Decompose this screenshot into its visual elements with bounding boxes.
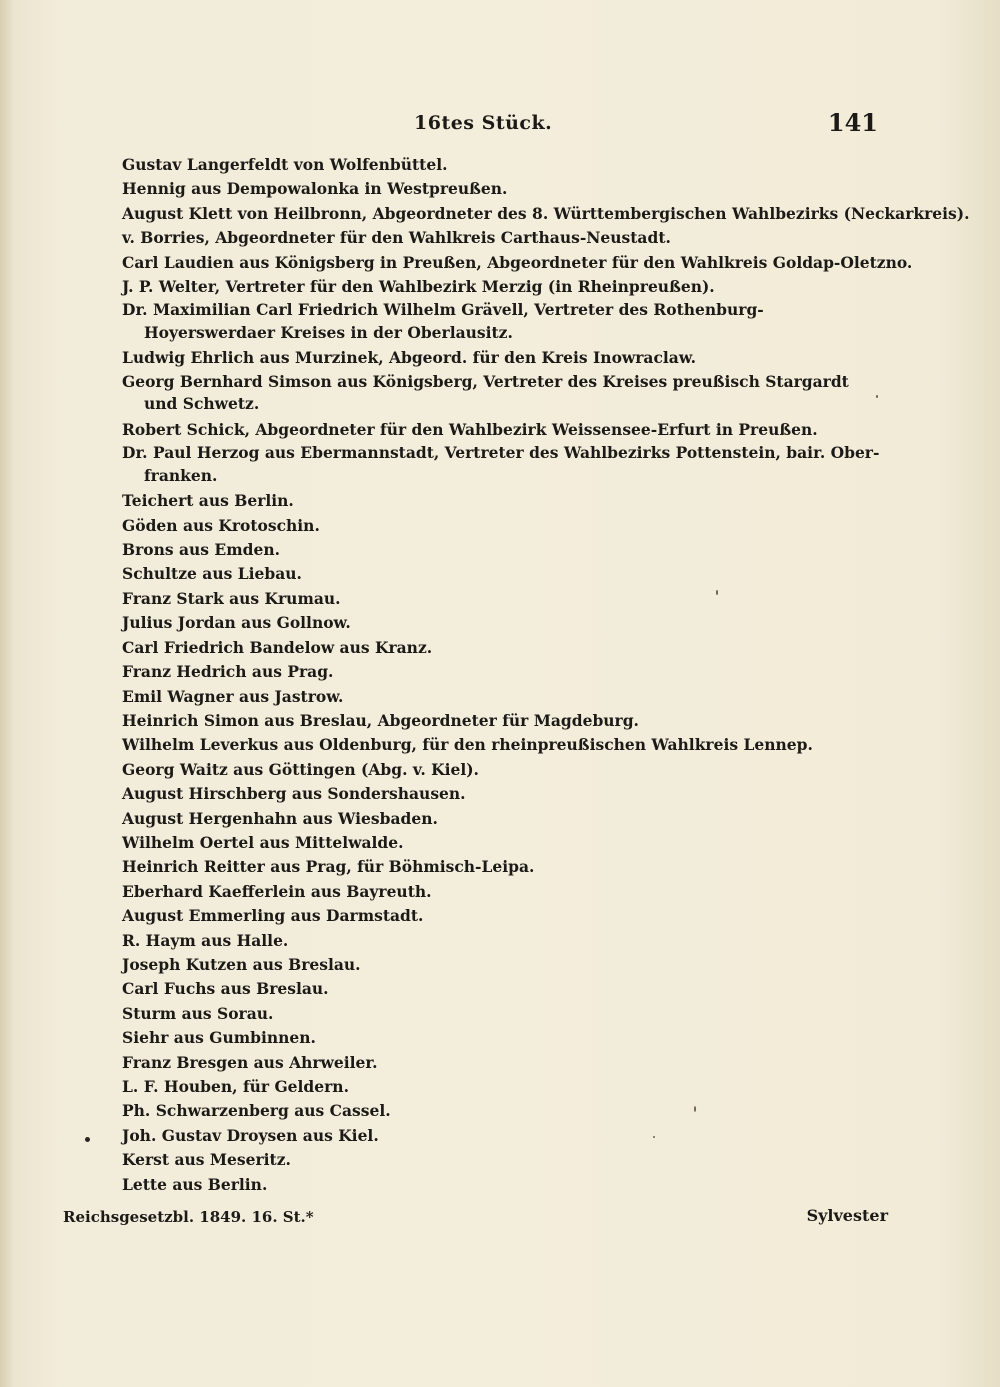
list-item: Emil Wagner aus Jastrow. xyxy=(122,686,344,706)
ink-speck xyxy=(716,590,718,595)
list-item: Georg Waitz aus Göttingen (Abg. v. Kiel). xyxy=(122,759,479,779)
list-item: Robert Schick, Abgeordneter für den Wahlbezirk Weissensee-Erfurt in Preußen. xyxy=(122,419,818,439)
list-item: Schultze aus Liebau. xyxy=(122,564,302,584)
list-item: Wilhelm Leverkus aus Oldenburg, für den rheinpreußischen Wahlkreis Lennep. xyxy=(122,735,813,755)
member-list xyxy=(122,153,970,1197)
page-number: 141 xyxy=(827,108,878,137)
list-item: Heinrich Simon aus Breslau, Abgeordneter für Magdeburg. xyxy=(122,710,639,730)
list-item: Dr. Maximilian Carl Friedrich Wilhelm Grävell, Vertreter des Rothenburg-Hoyerswerdaer Kreises in der Oberlausitz. xyxy=(122,300,764,342)
list-item: Göden aus Krotoschin. xyxy=(122,515,320,535)
list-item: J. P. Welter, Vertreter für den Wahlbezirk Merzig (in Rheinpreußen). xyxy=(122,277,715,297)
list-item: August Hergenhahn aus Wiesbaden. xyxy=(122,808,438,828)
list-item: Ph. Schwarzenberg aus Cassel. xyxy=(122,1101,391,1121)
signature-mark: Reichsgesetzbl. 1849. 16. St.* xyxy=(63,1208,314,1226)
ink-speck xyxy=(694,1106,696,1112)
list-item: Georg Bernhard Simson aus Königsberg, Vertreter des Kreises preußisch Stargardt und Schwetz. xyxy=(122,371,849,414)
list-item: Franz Hedrich aus Prag. xyxy=(122,662,334,682)
list-item: Hennig aus Dempowalonka in Westpreußen. xyxy=(122,179,508,199)
page-edge-shadow xyxy=(0,0,14,1387)
margin-ink-dot xyxy=(85,1137,90,1142)
running-head xyxy=(0,108,1000,142)
list-item: Heinrich Reitter aus Prag, für Böhmisch-Leipa. xyxy=(122,857,535,877)
list-item: Siehr aus Gumbinnen. xyxy=(122,1028,316,1048)
list-item: Lette aus Berlin. xyxy=(122,1174,268,1194)
list-item: Joh. Gustav Droysen aus Kiel. xyxy=(122,1125,379,1145)
list-item: Sturm aus Sorau. xyxy=(122,1003,274,1023)
list-item: Carl Friedrich Bandelow aus Kranz. xyxy=(122,637,433,657)
list-item: Franz Bresgen aus Ahrweiler. xyxy=(122,1052,378,1072)
list-item: L. F. Houben, für Geldern. xyxy=(122,1077,349,1096)
list-item: Kerst aus Meseritz. xyxy=(122,1150,291,1170)
list-item: August Hirschberg aus Sondershausen. xyxy=(122,784,466,804)
list-item: v. Borries, Abgeordneter für den Wahlkreis Carthaus-Neustadt. xyxy=(122,228,671,248)
list-item: Joseph Kutzen aus Breslau. xyxy=(122,954,361,974)
list-item: Carl Fuchs aus Breslau. xyxy=(122,979,329,999)
list-item: Ludwig Ehrlich aus Murzinek, Abgeord. für den Kreis Inowraclaw. xyxy=(122,348,697,368)
section-title: 16tes Stück. xyxy=(414,112,553,134)
list-item: Carl Laudien aus Königsberg in Preußen, Abgeordneter für den Wahlkreis Goldap-Oletzno. xyxy=(122,252,913,272)
list-item: August Emmerling aus Darmstadt. xyxy=(122,906,424,926)
list-item: Wilhelm Oertel aus Mittelwalde. xyxy=(122,832,404,852)
list-item: Gustav Langerfeldt von Wolfenbüttel. xyxy=(122,155,448,174)
list-item: Brons aus Emden. xyxy=(122,540,281,560)
catchword: Sylvester xyxy=(806,1206,888,1225)
ink-speck xyxy=(653,1136,655,1138)
list-item: August Klett von Heilbronn, Abgeordneter des 8. Württembergischen Wahlbezirks (Neckarkreis). xyxy=(122,203,970,223)
list-item: Julius Jordan aus Gollnow. xyxy=(122,613,351,633)
page-footer xyxy=(0,1206,1000,1236)
list-item: R. Haym aus Halle. xyxy=(122,930,289,950)
list-item: Franz Stark aus Krumau. xyxy=(122,588,341,608)
list-item: Dr. Paul Herzog aus Ebermannstadt, Vertreter des Wahlbezirks Pottenstein, bair. Ober-franken. xyxy=(122,443,880,485)
list-item: Eberhard Kaefferlein aus Bayreuth. xyxy=(122,881,432,901)
list-item: Teichert aus Berlin. xyxy=(122,491,294,511)
ink-speck xyxy=(876,395,878,398)
